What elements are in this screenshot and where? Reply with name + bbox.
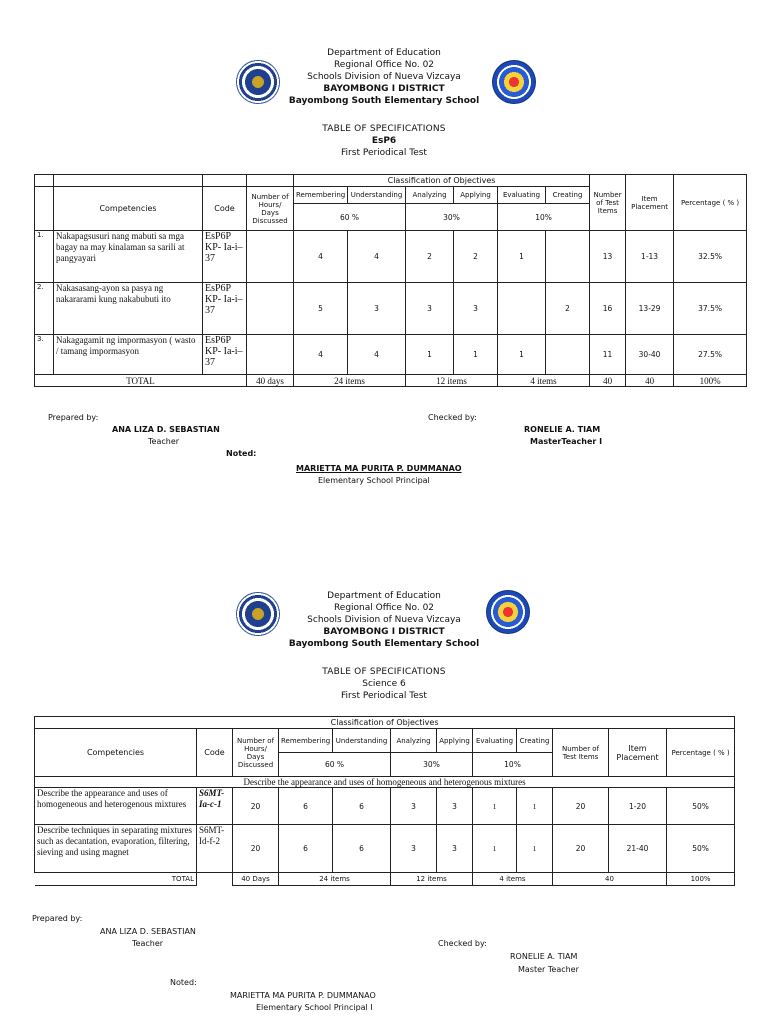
items-header: Number of Test Items xyxy=(590,175,626,231)
rem-value: 6 xyxy=(279,825,333,873)
code-text: EsP6P KP- Ia-i– 37 xyxy=(203,335,247,375)
code-header: Code xyxy=(197,729,233,777)
placement-value: 1-13 xyxy=(626,231,674,283)
total-high: 4 items xyxy=(473,873,553,886)
app-value: 3 xyxy=(437,825,473,873)
evaluating-header: Evaluating xyxy=(498,187,546,204)
total-mid: 12 items xyxy=(391,873,473,886)
header-line-1: Department of Education xyxy=(327,48,441,58)
percentage-value: 32.5% xyxy=(674,231,747,283)
table-row xyxy=(35,283,747,335)
letterhead xyxy=(0,590,768,650)
noted-label: Noted: xyxy=(170,978,197,987)
total-row xyxy=(35,375,747,387)
checked-by-label: Checked by: xyxy=(438,939,487,948)
competency-text: Describe techniques in separating mixtures such as decantation, evaporation, filtering, sieving and using magnet xyxy=(35,825,197,873)
ana-value: 3 xyxy=(406,283,454,335)
header-line-3: Schools Division of Nueva Vizcaya xyxy=(307,72,461,82)
hours-value xyxy=(247,231,294,283)
section-heading: Describe the appearance and uses of homogeneous and heterogenous mixtures xyxy=(35,777,735,788)
table-row xyxy=(35,825,735,873)
eva-value: 1 xyxy=(473,788,517,825)
eva-value: 1 xyxy=(473,825,517,873)
total-label: TOTAL xyxy=(35,375,247,387)
total-placement: 40 xyxy=(626,375,674,387)
table-row xyxy=(35,788,735,825)
classification-header: Classification of Objectives xyxy=(35,717,735,729)
cre-value xyxy=(546,335,590,375)
hours-value: 20 xyxy=(233,788,279,825)
remembering-header: Remembering xyxy=(294,187,348,204)
total-percentage: 100% xyxy=(674,375,747,387)
competency-text: Nakapagsusuri nang mabuti sa mga bagay na may kinalaman sa sarili at pangyayari xyxy=(54,231,203,283)
checker-role: MasterTeacher I xyxy=(530,437,603,446)
header-district: BAYOMBONG I DISTRICT xyxy=(323,84,445,94)
tos-table-esp6 xyxy=(34,174,747,387)
code-text: S6MT-Ia-c-1 xyxy=(197,788,233,825)
hours-value: 20 xyxy=(233,825,279,873)
items-value: 16 xyxy=(590,283,626,335)
cre-value: 1 xyxy=(517,825,553,873)
placement-value: 30-40 xyxy=(626,335,674,375)
pct-high: 10% xyxy=(473,753,553,777)
applying-header: Applying xyxy=(437,729,473,753)
remembering-header: Remembering xyxy=(279,729,333,753)
percentage-value: 37.5% xyxy=(674,283,747,335)
total-low: 24 items xyxy=(279,873,391,886)
rem-value: 4 xyxy=(294,231,348,283)
checker-role: Master Teacher xyxy=(518,965,579,974)
creating-header: Creating xyxy=(517,729,553,753)
hours-value xyxy=(247,283,294,335)
und-value: 6 xyxy=(333,788,391,825)
tos-title: TABLE OF SPECIFICATIONS xyxy=(322,667,446,677)
und-value: 4 xyxy=(348,231,406,283)
items-value: 20 xyxy=(553,788,609,825)
eva-value: 1 xyxy=(498,231,546,283)
ana-value: 3 xyxy=(391,788,437,825)
competency-text: Nakagagamit ng impormasyon ( wasto / tamang impormasyon xyxy=(54,335,203,375)
placement-value: 13-29 xyxy=(626,283,674,335)
header-line-3: Schools Division of Nueva Vizcaya xyxy=(307,615,461,625)
row-number: 2. xyxy=(35,283,54,335)
percentage-value: 27.5% xyxy=(674,335,747,375)
tos-title: TABLE OF SPECIFICATIONS xyxy=(322,124,446,134)
hours-value xyxy=(247,335,294,375)
und-value: 6 xyxy=(333,825,391,873)
analyzing-header: Analyzing xyxy=(406,187,454,204)
code-header: Code xyxy=(203,187,247,231)
eva-value: 1 xyxy=(498,335,546,375)
percentage-value: 50% xyxy=(667,788,735,825)
principal-name: MARIETTA MA PURITA P. DUMMANAO xyxy=(230,991,376,1000)
cre-value: 2 xyxy=(546,283,590,335)
placement-header: Item Placement xyxy=(626,175,674,231)
percentage-header: Percentage ( % ) xyxy=(667,729,735,777)
pct-mid: 30% xyxy=(391,753,473,777)
app-value: 2 xyxy=(454,231,498,283)
hours-header: Number of Hours/ Days Discussed xyxy=(247,187,294,231)
placement-value: 21-40 xyxy=(609,825,667,873)
code-text: EsP6P KP- Ia-i– 37 xyxy=(203,283,247,335)
pct-mid: 30% xyxy=(406,204,498,231)
header-school: Bayombong South Elementary School xyxy=(288,639,480,649)
tos-period: First Periodical Test xyxy=(341,148,427,158)
competencies-header: Competencies xyxy=(54,187,203,231)
tos-title-block xyxy=(0,123,768,159)
und-value: 3 xyxy=(348,283,406,335)
row-number: 3. xyxy=(35,335,54,375)
code-text: S6MT-Id-f-2 xyxy=(197,825,233,873)
total-hours: 40 days xyxy=(247,375,294,387)
principal-role: Elementary School Principal I xyxy=(256,1003,373,1012)
prepared-by-label: Prepared by: xyxy=(32,914,83,923)
preparer-role: Teacher xyxy=(148,437,180,446)
total-items: 40 xyxy=(553,873,667,886)
und-value: 4 xyxy=(348,335,406,375)
total-label: TOTAL xyxy=(35,873,197,886)
applying-header: Applying xyxy=(454,187,498,204)
classification-header: Classification of Objectives xyxy=(294,175,590,187)
tos-period: First Periodical Test xyxy=(341,691,427,701)
table-row xyxy=(35,335,747,375)
tos-sheet-science6 xyxy=(0,560,768,1024)
ana-value: 3 xyxy=(391,825,437,873)
noted-label: Noted: xyxy=(226,449,257,458)
letterhead xyxy=(0,47,768,107)
header-line-1: Department of Education xyxy=(327,591,441,601)
ana-value: 1 xyxy=(406,335,454,375)
checker-name: RONELIE A. TIAM xyxy=(510,952,578,961)
header-district: BAYOMBONG I DISTRICT xyxy=(323,627,445,637)
cre-value xyxy=(546,231,590,283)
pct-high: 10% xyxy=(498,204,590,231)
items-value: 13 xyxy=(590,231,626,283)
total-row xyxy=(35,873,735,886)
eva-value xyxy=(498,283,546,335)
items-value: 11 xyxy=(590,335,626,375)
principal-name: MARIETTA MA PURITA P. DUMMANAO xyxy=(296,464,462,473)
principal-role: Elementary School Principal xyxy=(318,476,430,485)
percentage-header: Percentage ( % ) xyxy=(674,175,747,231)
checker-name: RONELIE A. TIAM xyxy=(524,425,601,434)
total-percentage: 100% xyxy=(667,873,735,886)
app-value: 1 xyxy=(454,335,498,375)
app-value: 3 xyxy=(437,788,473,825)
pct-low: 60 % xyxy=(294,204,406,231)
items-header: Number of Test Items xyxy=(553,729,609,777)
ana-value: 2 xyxy=(406,231,454,283)
table-row xyxy=(35,231,747,283)
hours-header: Number of Hours/ Days Discussed xyxy=(233,729,279,777)
checked-by-label: Checked by: xyxy=(428,413,477,422)
tos-subject: EsP6 xyxy=(371,136,397,146)
total-hours: 40 Days xyxy=(233,873,279,886)
total-mid: 12 items xyxy=(406,375,498,387)
competencies-header: Competencies xyxy=(35,729,197,777)
rem-value: 5 xyxy=(294,283,348,335)
competency-text: Describe the appearance and uses of homogeneous and heterogenous mixtures xyxy=(35,788,197,825)
header-school: Bayombong South Elementary School xyxy=(288,96,480,106)
total-high: 4 items xyxy=(498,375,590,387)
items-value: 20 xyxy=(553,825,609,873)
header-line-2: Regional Office No. 02 xyxy=(333,603,435,613)
placement-header: Item Placement xyxy=(609,729,667,777)
preparer-name: ANA LIZA D. SEBASTIAN xyxy=(112,425,220,434)
tos-subject: Science 6 xyxy=(362,679,406,689)
analyzing-header: Analyzing xyxy=(391,729,437,753)
pct-low: 60 % xyxy=(279,753,391,777)
tos-title-block xyxy=(0,666,768,702)
tos-table-science6 xyxy=(34,716,735,886)
placement-value: 1-20 xyxy=(609,788,667,825)
prepared-by-label: Prepared by: xyxy=(48,413,99,422)
creating-header: Creating xyxy=(546,187,590,204)
evaluating-header: Evaluating xyxy=(473,729,517,753)
understanding-header: Understanding xyxy=(333,729,391,753)
percentage-value: 50% xyxy=(667,825,735,873)
total-low: 24 items xyxy=(294,375,406,387)
total-items: 40 xyxy=(590,375,626,387)
preparer-role: Teacher xyxy=(132,939,164,948)
preparer-name: ANA LIZA D. SEBASTIAN xyxy=(100,927,196,936)
rem-value: 4 xyxy=(294,335,348,375)
code-text: EsP6P KP- Ia-i– 37 xyxy=(203,231,247,283)
competency-text: Nakasasang-ayon sa pasya ng nakararami kung nakabubuti ito xyxy=(54,283,203,335)
cre-value: 1 xyxy=(517,788,553,825)
understanding-header: Understanding xyxy=(348,187,406,204)
header-line-2: Regional Office No. 02 xyxy=(333,60,435,70)
app-value: 3 xyxy=(454,283,498,335)
rem-value: 6 xyxy=(279,788,333,825)
row-number: 1. xyxy=(35,231,54,283)
